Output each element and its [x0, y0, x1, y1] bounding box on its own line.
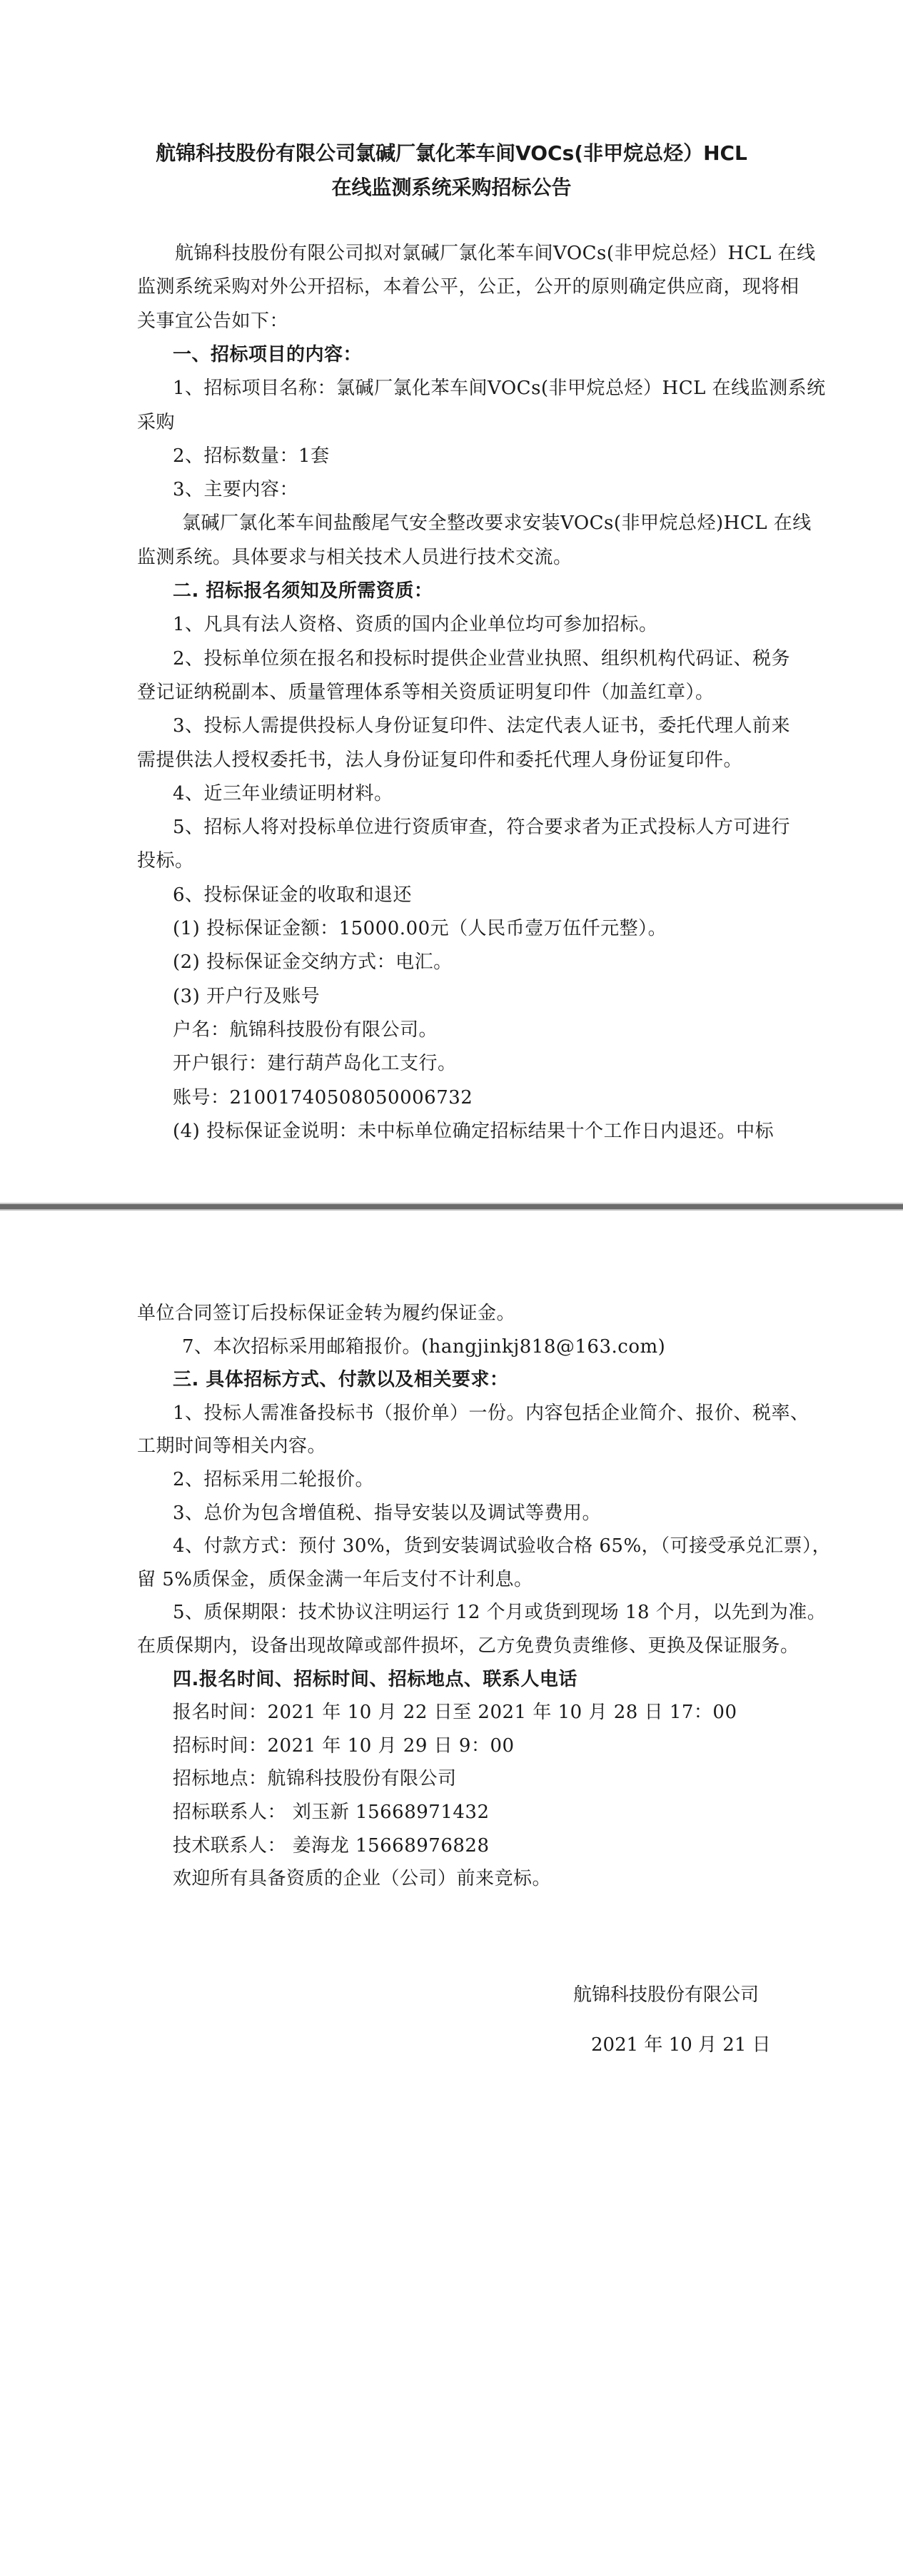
- page2-text-line: 报名时间：2021 年 10 月 22 日至 2021 年 10 月 28 日 17：00: [173, 1702, 737, 1723]
- page1-text-line: 2、招标数量：1套: [173, 445, 330, 467]
- page1-text-line: (1) 投标保证金额：15000.00元（人民币壹万伍仟元整）。: [173, 918, 667, 939]
- signature-company: 航锦科技股份有限公司: [573, 1984, 760, 2006]
- document-page-2: [0, 1211, 903, 2576]
- page1-text-line: 账号：21001740508050006732: [173, 1087, 473, 1108]
- page-break-separator: [0, 1203, 903, 1211]
- page2-text-line: 欢迎所有具备资质的企业（公司）前来竞标。: [173, 1868, 552, 1889]
- page1-text-line: 3、投标人需提供投标人身份证复印件、法定代表人证书，委托代理人前来: [173, 715, 791, 737]
- page2-text-line: 1、投标人需准备投标书（报价单）一份。内容包括企业简介、报价、税率、: [173, 1403, 809, 1424]
- page1-text-line: 监测系统。具体要求与相关技术人员进行技术交流。: [137, 547, 572, 568]
- document-title-line-1: 航锦科技股份有限公司氯碱厂氯化苯车间VOCs(非甲烷总烃）HCL: [156, 141, 747, 165]
- page1-text-line: 5、招标人将对投标单位进行资质审查，符合要求者为正式投标人方可进行: [173, 817, 791, 838]
- page1-text-line: 登记证纳税副本、质量管理体系等相关资质证明复印件（加盖红章）。: [137, 682, 715, 703]
- page2-text-line: 7、本次招标采用邮箱报价。(hangjinkj818@163.com): [182, 1336, 666, 1358]
- page2-text-line: 单位合同签订后投标保证金转为履约保证金。: [137, 1303, 516, 1324]
- page2-section-heading: 三. 具体招标方式、付款以及相关要求：: [173, 1369, 509, 1390]
- page1-text-line: (4) 投标保证金说明：未中标单位确定招标结果十个工作日内退还。中标: [173, 1121, 775, 1142]
- page1-text-line: 监测系统采购对外公开招标，本着公平，公正，公开的原则确定供应商，现将相: [137, 276, 799, 298]
- page2-text-line: 招标时间：2021 年 10 月 29 日 9：00: [173, 1735, 515, 1757]
- page1-text-line: 氯碱厂氯化苯车间盐酸尾气安全整改要求安装VOCs(非甲烷总烃)HCL 在线: [182, 512, 812, 534]
- page1-text-line: 6、投标保证金的收取和退还: [173, 884, 413, 906]
- page1-text-line: 3、主要内容：: [173, 479, 299, 500]
- page2-text-line: 在质保期内，设备出现故障或部件损坏，乙方免费负责维修、更换及保证服务。: [137, 1635, 799, 1657]
- page2-text-line: 5、质保期限：技术协议注明运行 12 个月或货到现场 18 个月，以先到为准。: [173, 1602, 827, 1623]
- document-page-1: [0, 0, 903, 1203]
- page1-text-line: 4、近三年业绩证明材料。: [173, 783, 393, 804]
- page2-text-line: 工期时间等相关内容。: [137, 1435, 327, 1457]
- page1-text-line: 关事宜公告如下：: [137, 310, 289, 332]
- page1-text-line: 采购: [137, 412, 176, 433]
- page2-text-line: 招标地点：航锦科技股份有限公司: [173, 1768, 457, 1789]
- page2-text-line: 技术联系人： 姜海龙 15668976828: [173, 1835, 490, 1857]
- page1-text-line: 户名：航锦科技股份有限公司。: [173, 1019, 438, 1041]
- page1-text-line: 1、招标项目名称：氯碱厂氯化苯车间VOCs(非甲烷总烃）HCL 在线监测系统: [173, 378, 826, 399]
- page1-text-line: 开户银行：建行葫芦岛化工支行。: [173, 1053, 457, 1074]
- page1-text-line: (3) 开户行及账号: [173, 986, 321, 1007]
- page2-text-line: 留 5%质保金，质保金满一年后支付不计利息。: [137, 1569, 533, 1590]
- page2-text-line: 4、付款方式：预付 30%，货到安装调试验收合格 65%，（可接受承兑汇票），: [173, 1535, 832, 1557]
- signature-date: 2021 年 10 月 21 日: [591, 2034, 771, 2056]
- page1-text-line: (2) 投标保证金交纳方式：电汇。: [173, 951, 453, 973]
- page1-text-line: 2、投标单位须在报名和投标时提供企业营业执照、组织机构代码证、税务: [173, 648, 791, 670]
- page2-text-line: 3、总价为包含增值税、指导安装以及调试等费用。: [173, 1502, 602, 1524]
- page2-text-line: 2、招标采用二轮报价。: [173, 1469, 375, 1490]
- page1-text-line: 需提供法人授权委托书，法人身份证复印件和委托代理人身份证复印件。: [137, 749, 743, 771]
- document-title-line-2: 在线监测系统采购招标公告: [331, 176, 572, 199]
- page2-text-line: 招标联系人： 刘玉新 15668971432: [173, 1802, 490, 1823]
- page1-text-line: 投标。: [137, 850, 194, 872]
- page1-section-heading: 二. 招标报名须知及所需资质：: [173, 580, 433, 602]
- page1-text-line: 航锦科技股份有限公司拟对氯碱厂氯化苯车间VOCs(非甲烷总烃）HCL 在线: [175, 243, 816, 264]
- page1-section-heading: 一、招标项目的内容：: [173, 344, 363, 365]
- page1-text-line: 1、凡具有法人资格、资质的国内企业单位均可参加招标。: [173, 614, 658, 635]
- page2-section-heading: 四.报名时间、招标时间、招标地点、联系人电话: [173, 1669, 577, 1690]
